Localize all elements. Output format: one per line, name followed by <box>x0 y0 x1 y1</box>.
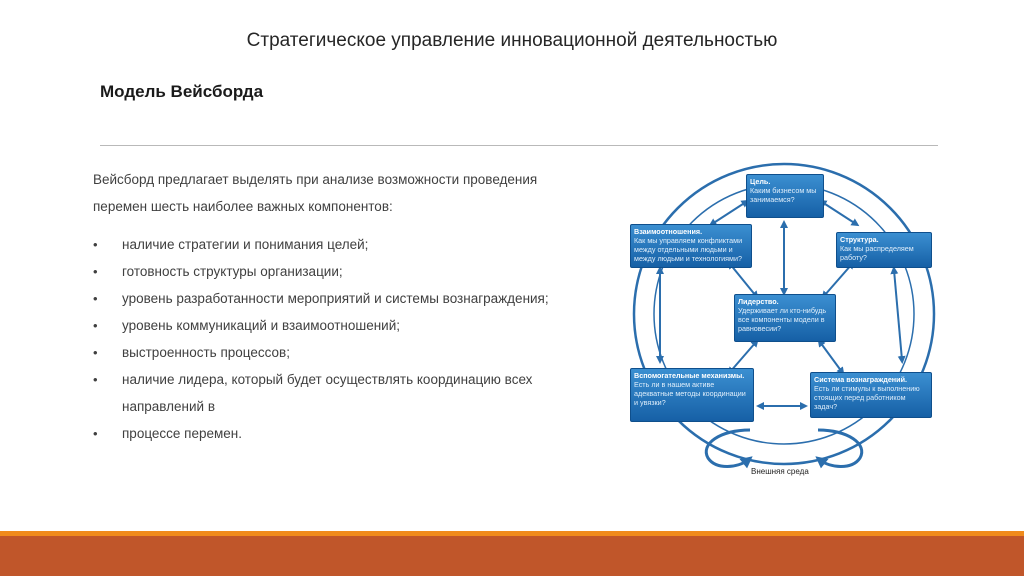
environment-arrow-left <box>706 430 750 467</box>
body-text <box>93 166 563 447</box>
list-item-text: наличие стратегии и понимания целей; <box>122 237 369 252</box>
slide-title: Стратегическое управление инновационной деятельностью <box>246 30 778 51</box>
intro-line-2: перемен шесть наиболее важных компонентов: <box>93 199 393 214</box>
bullet-icon: • <box>93 264 98 279</box>
goal-title: Цель. <box>750 177 771 186</box>
environment-caption: Внешняя среда <box>751 467 809 476</box>
leadership-title: Лидерство. <box>738 297 779 306</box>
bullet-icon: • <box>93 237 98 252</box>
arrow-goal-structure <box>822 202 856 224</box>
goal-box <box>746 174 824 218</box>
structure-question: Как мы распределяем работу? <box>840 244 914 262</box>
rewards-question: Есть ли стимулы к выполнению стоящих перед работником задач? <box>814 384 920 411</box>
weisbord-diagram <box>620 162 940 487</box>
mechanisms-box <box>630 368 754 422</box>
list-item <box>93 339 563 366</box>
list-item-text: уровень коммуникаций и взаимоотношений; <box>122 318 401 333</box>
list-item-text: выстроенность процессов; <box>122 345 290 360</box>
list-item-text: готовность структуры организации; <box>122 264 343 279</box>
environment-arrow-right <box>818 430 862 467</box>
structure-box <box>836 232 932 268</box>
relations-title: Взаимоотношения. <box>634 227 703 236</box>
intro-paragraph <box>93 166 563 220</box>
bullet-icon: • <box>93 318 98 333</box>
arrow-structure-rewards <box>894 270 902 360</box>
list-item <box>93 312 563 339</box>
list-item <box>93 420 563 447</box>
spoke-relations <box>730 264 756 296</box>
list-item <box>93 285 563 312</box>
list-item <box>93 231 563 258</box>
list-item-text: уровень разработанности мероприятий и системы вознаграждения; <box>122 291 549 306</box>
bullet-icon: • <box>93 426 98 441</box>
bullet-icon: • <box>93 345 98 360</box>
list-item-text-continued: направлений в <box>122 399 215 414</box>
mechanisms-question: Есть ли в нашем активе адекватные методы координации и увязки? <box>634 380 746 407</box>
spoke-rewards <box>820 342 842 372</box>
list-item <box>93 258 563 285</box>
rewards-box <box>810 372 932 418</box>
goal-question: Каким бизнесом мы занимаемся? <box>750 186 817 204</box>
structure-title: Структура. <box>840 235 879 244</box>
bullet-icon: • <box>93 291 98 306</box>
relations-box <box>630 224 752 268</box>
spoke-structure <box>824 264 852 296</box>
bullet-list <box>93 231 563 447</box>
divider <box>100 145 938 146</box>
intro-line-1: Вейсборд предлагает выделять при анализе возможности проведения <box>93 172 538 187</box>
footer-bar <box>0 536 1024 576</box>
slide-subtitle: Модель Вейсборда <box>100 82 264 101</box>
leadership-box <box>734 294 836 342</box>
mechanisms-title: Вспомогательные механизмы. <box>634 371 745 380</box>
arrow-goal-relations <box>712 202 746 224</box>
relations-question: Как мы управляем конфликтами между отдельными людьми и между людьми и технологиями? <box>634 236 743 263</box>
rewards-title: Система вознаграждений. <box>814 375 907 384</box>
list-item-text: наличие лидера, который будет осуществлять координацию всех <box>122 372 533 387</box>
leadership-question: Удерживает ли кто-нибудь все компоненты модели в равновесии? <box>738 306 827 333</box>
list-item-text: процессе перемен. <box>122 426 243 441</box>
bullet-icon: • <box>93 372 98 387</box>
list-item <box>93 366 563 420</box>
